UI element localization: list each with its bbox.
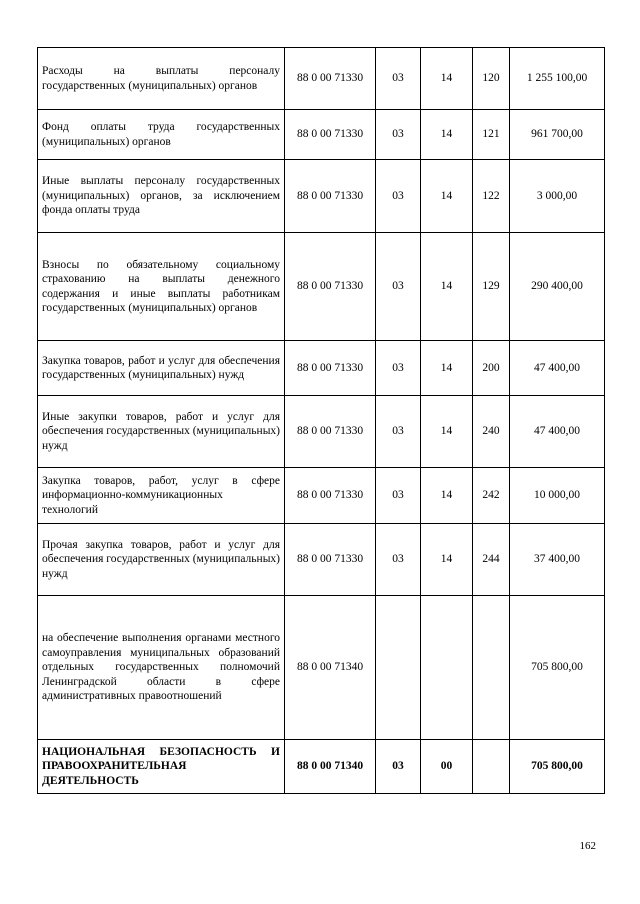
budget-table (37, 47, 605, 794)
table-row (38, 233, 605, 341)
target-code: 88 0 00 71330 (285, 48, 376, 110)
expense-type-code: 200 (473, 341, 510, 396)
subsection-code: 14 (421, 160, 473, 233)
table-row (38, 48, 605, 110)
section-code: 03 (376, 110, 421, 160)
target-code: 88 0 00 71330 (285, 468, 376, 524)
target-code: 88 0 00 71330 (285, 233, 376, 341)
table-row (38, 524, 605, 596)
row-description: Взносы по обязательному социальному страхованию на выплаты денежного содержания и иные выплаты работникам государственных (муниципальных) органов (38, 233, 285, 341)
row-description: Расходы на выплаты персоналу государственных (муниципальных) органов (38, 48, 285, 110)
subsection-code: 00 (421, 740, 473, 794)
subsection-code (421, 596, 473, 740)
target-code: 88 0 00 71330 (285, 396, 376, 468)
target-code: 88 0 00 71330 (285, 110, 376, 160)
table-row (38, 110, 605, 160)
target-code: 88 0 00 71340 (285, 596, 376, 740)
subsection-code: 14 (421, 110, 473, 160)
amount: 705 800,00 (510, 596, 605, 740)
subsection-code: 14 (421, 341, 473, 396)
target-code: 88 0 00 71330 (285, 341, 376, 396)
table-row (38, 468, 605, 524)
row-description: на обеспечение выполнения органами местного самоуправления муниципальных образований отдельных государственных полномочий Ленинградской области в сфере административных правоотношений (38, 596, 285, 740)
expense-type-code: 129 (473, 233, 510, 341)
amount: 705 800,00 (510, 740, 605, 794)
amount: 47 400,00 (510, 396, 605, 468)
expense-type-code: 122 (473, 160, 510, 233)
page-number: 162 (579, 840, 596, 852)
row-description: Закупка товаров, работ, услуг в сфере информационно-коммуникационных технологий (38, 468, 285, 524)
section-code: 03 (376, 160, 421, 233)
section-code: 03 (376, 48, 421, 110)
amount: 37 400,00 (510, 524, 605, 596)
amount: 47 400,00 (510, 341, 605, 396)
row-description: Прочая закупка товаров, работ и услуг для обеспечения государственных (муниципальных) нужд (38, 524, 285, 596)
table-row (38, 341, 605, 396)
section-code: 03 (376, 740, 421, 794)
expense-type-code: 242 (473, 468, 510, 524)
row-description: Иные закупки товаров, работ и услуг для обеспечения государственных (муниципальных) нужд (38, 396, 285, 468)
amount: 10 000,00 (510, 468, 605, 524)
expense-type-code: 120 (473, 48, 510, 110)
budget-table-body (38, 48, 605, 794)
expense-type-code (473, 596, 510, 740)
target-code: 88 0 00 71340 (285, 740, 376, 794)
table-row (38, 396, 605, 468)
table-row-total (38, 740, 605, 794)
expense-type-code: 240 (473, 396, 510, 468)
row-description: Закупка товаров, работ и услуг для обеспечения государственных (муниципальных) нужд (38, 341, 285, 396)
section-code: 03 (376, 341, 421, 396)
subsection-code: 14 (421, 48, 473, 110)
subsection-code: 14 (421, 396, 473, 468)
expense-type-code: 121 (473, 110, 510, 160)
section-code (376, 596, 421, 740)
row-description: НАЦИОНАЛЬНАЯ БЕЗОПАСНОСТЬ И ПРАВООХРАНИТЕЛЬНАЯ ДЕЯТЕЛЬНОСТЬ (38, 740, 285, 794)
target-code: 88 0 00 71330 (285, 160, 376, 233)
amount: 1 255 100,00 (510, 48, 605, 110)
amount: 961 700,00 (510, 110, 605, 160)
expense-type-code: 244 (473, 524, 510, 596)
amount: 3 000,00 (510, 160, 605, 233)
table-row (38, 596, 605, 740)
table-row (38, 160, 605, 233)
section-code: 03 (376, 468, 421, 524)
section-code: 03 (376, 524, 421, 596)
subsection-code: 14 (421, 524, 473, 596)
section-code: 03 (376, 233, 421, 341)
expense-type-code (473, 740, 510, 794)
row-description: Фонд оплаты труда государственных (муниципальных) органов (38, 110, 285, 160)
target-code: 88 0 00 71330 (285, 524, 376, 596)
section-code: 03 (376, 396, 421, 468)
subsection-code: 14 (421, 233, 473, 341)
amount: 290 400,00 (510, 233, 605, 341)
row-description: Иные выплаты персоналу государственных (муниципальных) органов, за исключением фонда оплаты труда (38, 160, 285, 233)
subsection-code: 14 (421, 468, 473, 524)
